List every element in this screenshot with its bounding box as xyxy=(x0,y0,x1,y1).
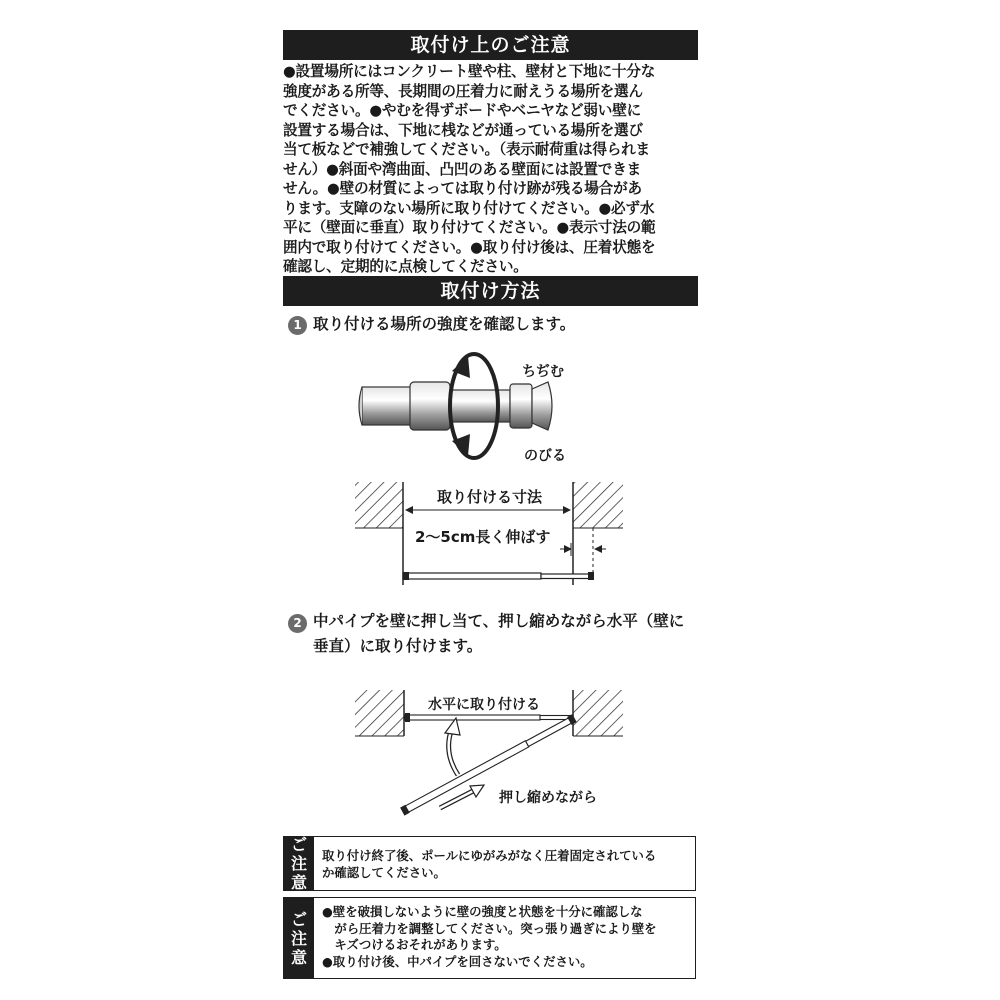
caution-line: 囲内で取り付けてください。●取り付け後は、圧着状態を xyxy=(283,238,656,256)
shrink-label: ちぢむ xyxy=(522,364,564,380)
caution-line: ●設置場所にはコンクリート壁や柱、壁材と下地に十分な xyxy=(283,63,656,80)
caution-line: せん。●壁の材質によっては取り付け跡が残る場合があ xyxy=(283,180,642,197)
figure-2-arrows xyxy=(440,718,484,808)
step-1-badge: 1 xyxy=(288,316,307,335)
notice-tab-char: ご xyxy=(290,835,307,854)
step-2-text-line2: 垂直）に取り付けます。 xyxy=(313,637,483,655)
notice-line: 取り付け終了後、ポールにゆがみがなく圧着固定されている xyxy=(322,848,657,863)
step-2-badge: 2 xyxy=(288,614,307,633)
notice-box-1 xyxy=(283,836,696,891)
caution-line: せん）●斜面や湾曲面、凸凹のある壁面には設置できま xyxy=(283,160,641,178)
step-1-text: 取り付ける場所の強度を確認します。 xyxy=(313,315,576,333)
caution-line: 設置する場合は、下地に桟などが通っている場所を選び xyxy=(283,121,643,139)
notice-tab-char: 意 xyxy=(290,947,307,967)
notice-line: キズつけるおそれがあります。 xyxy=(322,937,507,952)
notice-line: ●取り付け後、中パイプを回さないでください。 xyxy=(322,953,593,969)
figure-1-pole xyxy=(403,572,594,580)
notice-tab-char: ご xyxy=(290,909,307,929)
caution-header: 取付け上のご注意 xyxy=(283,30,698,60)
caution-line: 当て板などで補強してください。（表示耐荷重は得られま xyxy=(283,141,650,158)
notice-body-1 xyxy=(322,848,691,881)
caution-line: でください。●やむを得ずボードやベニヤなど弱い壁に xyxy=(283,102,641,119)
step-2-text-line1: 中パイプを壁に押し当て、押し縮めながら水平（壁に xyxy=(313,612,685,630)
notice-tab-1 xyxy=(284,837,314,890)
notice-line: か確認してください。 xyxy=(322,864,446,880)
caution-line: 確認し、定期的に点検してください。 xyxy=(283,258,528,275)
notice-tab-2 xyxy=(284,898,314,978)
caution-line: 強度がある所等、長期間の圧着力に耐えうる場所を選ん xyxy=(283,82,643,100)
notice-tab-char: 注 xyxy=(290,854,307,873)
dimension-label: 取り付ける寸法 xyxy=(437,488,543,506)
notice-line: ●壁を破損しないように壁の強度と状態を十分に確認しな xyxy=(322,904,643,919)
compress-label: 押し縮めながら xyxy=(499,790,597,806)
extra-length-label: 2〜5cm長く伸ばす xyxy=(415,528,551,546)
notice-tab-char: 意 xyxy=(290,873,307,892)
notice-body-2 xyxy=(322,904,691,970)
extend-label: のびる xyxy=(524,448,566,464)
caution-line: 平に（壁面に垂直）取り付けてください。●表示寸法の範 xyxy=(283,219,656,236)
notice-tab-char: 注 xyxy=(290,928,307,948)
method-header: 取付け方法 xyxy=(283,276,698,306)
horizontal-label: 水平に取り付ける xyxy=(428,697,540,713)
notice-box-2 xyxy=(283,897,696,979)
notice-line: がら圧着力を調整してください。突っ張り過ぎにより壁を xyxy=(322,920,657,936)
caution-line: ります。支障のない場所に取り付けてください。●必ず水 xyxy=(283,199,655,217)
